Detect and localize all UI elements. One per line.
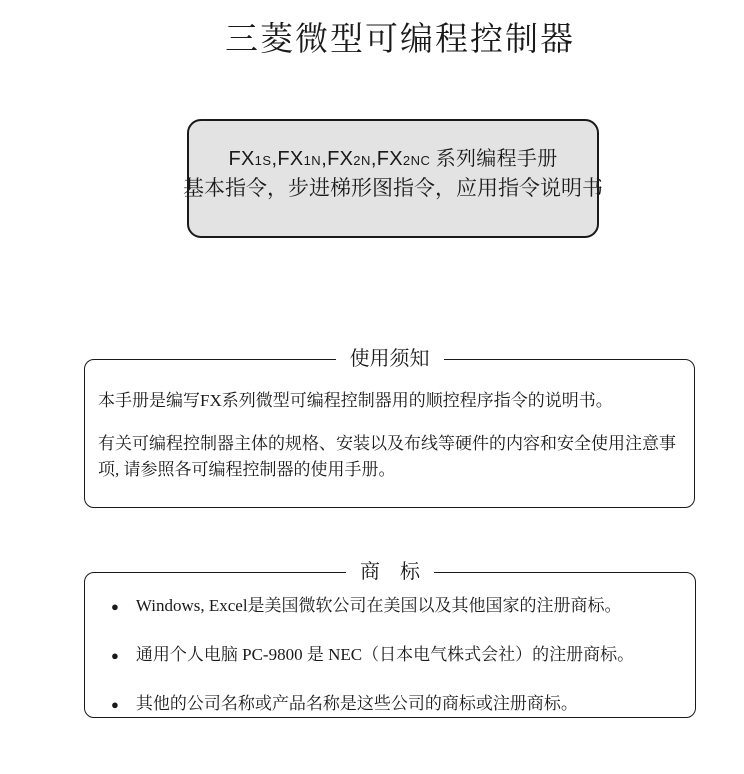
bullet-icon: ● (111, 599, 119, 614)
trademark-item-text: Windows, Excel是美国微软公司在美国以及其他国家的注册商标。 (135, 596, 622, 615)
model-sub-1s: 1S (254, 152, 272, 168)
model-fx1n: FX1N, (277, 147, 328, 170)
trademark-box (84, 561, 696, 718)
trademark-item (111, 595, 685, 618)
series-title-box (183, 119, 603, 238)
bullet-icon: ● (111, 697, 119, 712)
model-separator: , (271, 147, 278, 170)
model-fx2nc: FX2NC (376, 147, 431, 170)
usage-notice-body (85, 360, 694, 483)
series-suffix: 系列编程手册 (430, 147, 558, 170)
trademark-item-text: 通用个人电脑 PC-9800 是 NEC（日本电气株式会社）的注册商标。 (135, 645, 635, 664)
usage-notice-legend: 使用须知 (336, 346, 444, 372)
model-fx2n: FX2N, (327, 147, 377, 170)
model-separator: , (370, 147, 377, 170)
model-sub-2n: 2N (353, 152, 371, 168)
model-sub-2nc: 2NC (402, 152, 431, 168)
trademark-item (111, 693, 685, 716)
page-title: 三菱微型可编程控制器 (225, 22, 575, 58)
usage-notice-paragraph: 本手册是编写FX系列微型可编程控制器用的顺控程序指令的说明书。 (98, 391, 613, 410)
model-fx1s: FX1S, (228, 147, 278, 170)
series-subtitle-line: 基本指令，步进梯形图指令，应用指令说明书 (183, 175, 603, 200)
model-separator: , (321, 147, 328, 170)
trademark-list (85, 573, 695, 716)
bullet-icon: ● (111, 648, 119, 663)
series-names-line (228, 147, 557, 173)
trademark-legend: 商 标 (346, 559, 434, 585)
usage-notice-box (84, 348, 695, 508)
model-sub-1n: 1N (303, 152, 322, 168)
trademark-item-text: 其他的公司名称或产品名称是这些公司的商标或注册商标。 (135, 694, 578, 713)
trademark-item (111, 644, 685, 667)
usage-notice-paragraph: 有关可编程控制器主体的规格、安装以及布线等硬件的内容和安全使用注意事项, 请参照各可编程控制器的使用手册。 (98, 434, 676, 479)
